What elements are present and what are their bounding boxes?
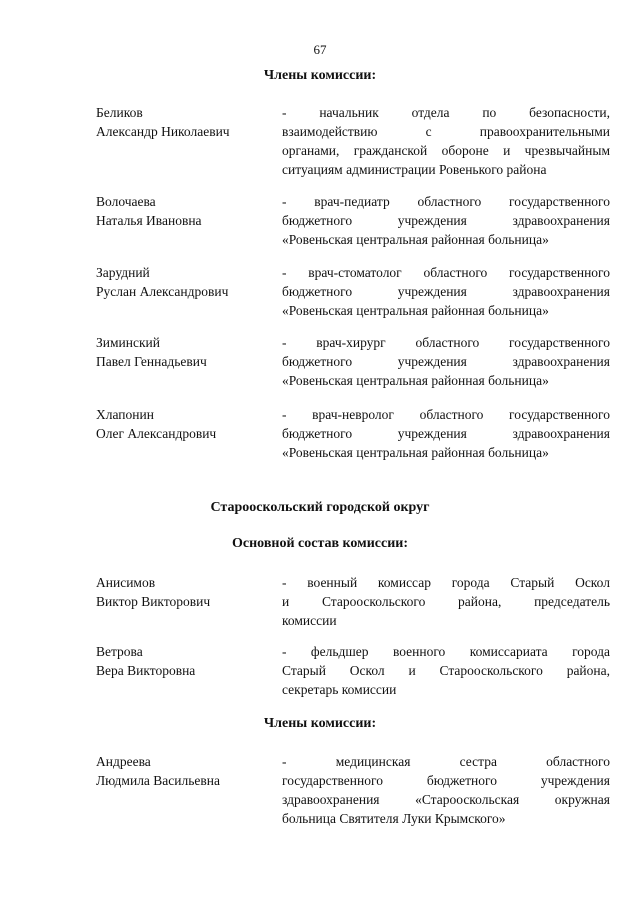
position-line: - начальник отдела по безопасности, [282, 105, 610, 120]
member-given-names: Наталья Ивановна [96, 213, 202, 228]
position-line: - врач-педиатр областного государственного [282, 194, 610, 209]
position-line: взаимодействию с правоохранительными [282, 124, 610, 139]
member-name [96, 405, 276, 443]
position-line: комиссии [282, 613, 337, 628]
members-heading: Члены комиссии: [263, 68, 377, 83]
member-surname: Ветрова [96, 644, 143, 659]
position-line: «Ровеньская центральная районная больница» [282, 445, 549, 460]
position-line: бюджетного учреждения здравоохранения [282, 354, 610, 369]
member-given-names: Руслан Александрович [96, 284, 229, 299]
member-name [96, 192, 276, 230]
position-line: Старый Оскол и Старооскольского района, [282, 663, 610, 678]
member-name [96, 333, 276, 371]
member-position [282, 192, 610, 249]
member-surname: Андреева [96, 754, 151, 769]
position-line: государственного бюджетного учреждения [282, 773, 610, 788]
position-line: «Ровеньская центральная районная больница» [282, 232, 549, 247]
member-position [282, 405, 610, 462]
member-position [282, 752, 610, 828]
member-position [282, 642, 610, 699]
member-given-names: Александр Николаевич [96, 124, 230, 139]
member-position [282, 573, 610, 630]
member-given-names: Виктор Викторович [96, 594, 211, 609]
members-heading-2: Члены комиссии: [263, 716, 377, 731]
position-line: здравоохранения «Старооскольская окружная [282, 792, 610, 807]
district-heading: Старооскольский городской округ [210, 500, 430, 515]
position-line: секретарь комиссии [282, 682, 397, 697]
member-surname: Зиминский [96, 335, 160, 350]
member-position [282, 333, 610, 390]
position-line: «Ровеньская центральная районная больница» [282, 373, 549, 388]
position-line: бюджетного учреждения здравоохранения [282, 213, 610, 228]
member-given-names: Людмила Васильевна [96, 773, 220, 788]
position-line: бюджетного учреждения здравоохранения [282, 284, 610, 299]
member-surname: Анисимов [96, 575, 156, 590]
position-line: ситуациям администрации Ровенького района [282, 162, 547, 177]
position-line: «Ровеньская центральная районная больница» [282, 303, 549, 318]
position-line: - военный комиссар города Старый Оскол [282, 575, 610, 590]
position-line: органами, гражданской обороне и чрезвычайным [282, 143, 610, 158]
member-surname: Хлапонин [96, 407, 154, 422]
position-line: - медицинская сестра областного [282, 754, 610, 769]
page-number: 67 [313, 42, 327, 57]
member-name [96, 642, 276, 680]
member-surname: Зарудний [96, 265, 150, 280]
position-line: больница Святителя Луки Крымского» [282, 811, 506, 826]
position-line: - фельдшер военного комиссариата города [282, 644, 610, 659]
member-name [96, 103, 276, 141]
member-position [282, 103, 610, 179]
member-name [96, 263, 276, 301]
position-line: бюджетного учреждения здравоохранения [282, 426, 610, 441]
member-given-names: Олег Александрович [96, 426, 217, 441]
position-line: - врач-хирург областного государственного [282, 335, 610, 350]
member-given-names: Павел Геннадьевич [96, 354, 207, 369]
member-name [96, 573, 276, 611]
position-line: - врач-невролог областного государственного [282, 407, 610, 422]
member-given-names: Вера Викторовна [96, 663, 196, 678]
member-position [282, 263, 610, 320]
position-line: и Старооскольского района, председатель [282, 594, 610, 609]
member-name [96, 752, 276, 790]
main-composition-heading: Основной состав комиссии: [232, 536, 408, 551]
member-surname: Волочаева [96, 194, 156, 209]
member-surname: Беликов [96, 105, 143, 120]
position-line: - врач-стоматолог областного государственного [282, 265, 610, 280]
